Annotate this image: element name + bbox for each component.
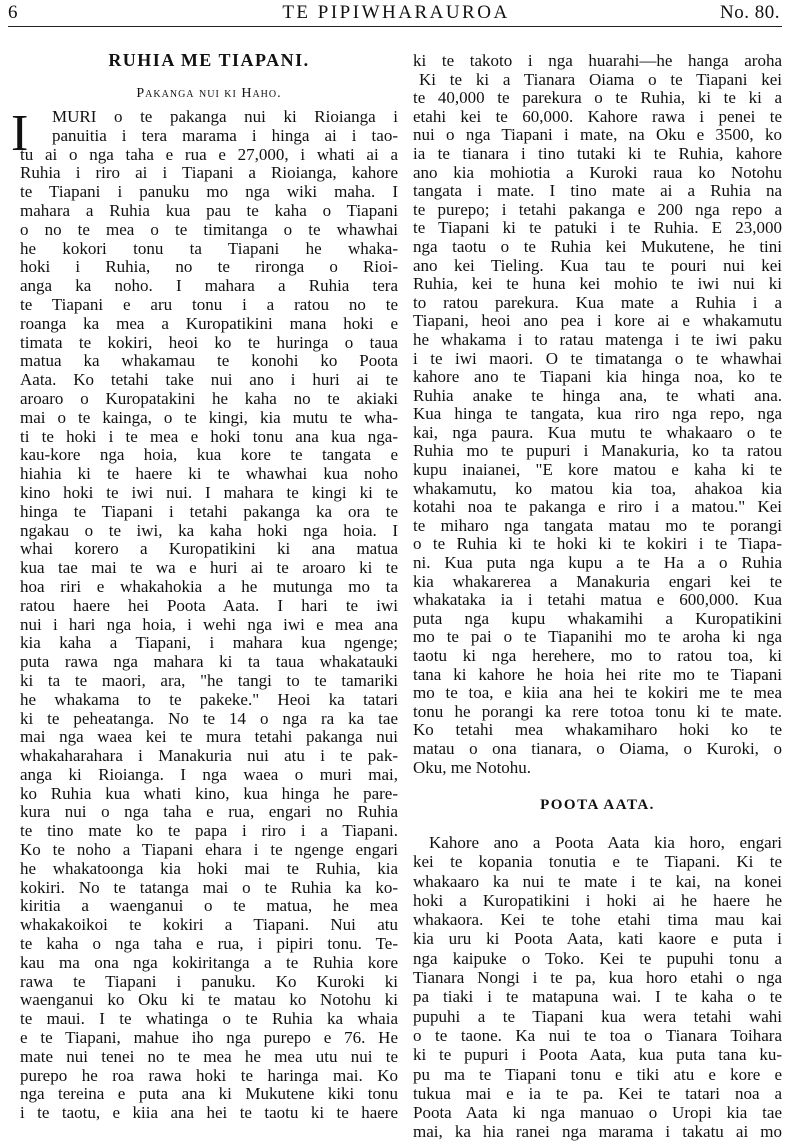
text-line: e te Tiapani, mahue iho nga purepo e 76. He bbox=[20, 1028, 398, 1048]
text-line: mai nga waea kei te mura tetahi pakanga nui bbox=[20, 727, 398, 747]
text-line: kura nui o nga taha e rua, engari no Ruhia bbox=[20, 802, 398, 822]
text-line: Poota Aata ki nga manuao o Uropi kia tae bbox=[413, 1103, 782, 1123]
text-line: ratou haere hei Poota Aata. I hari te iwi bbox=[20, 595, 398, 615]
text-line: taotu ki nga herehere, mo to ratou toa, ki bbox=[413, 646, 782, 665]
text-line: MURI o te pakanga nui ki Rioianga i bbox=[52, 107, 398, 126]
text-line: ti te hoki i te mea e hoki tonu ana kua nga- bbox=[20, 426, 398, 446]
text-line: Ruhia anake te hinga ana, te whati ana. bbox=[413, 385, 782, 405]
text-line: matua ka whakamau te konohi ko Poota bbox=[20, 351, 398, 371]
text-line: kahore ano te Tiapani kia hinga noa, ko te bbox=[413, 367, 782, 387]
text-line: pu ma te Tiapani tonu e tiki atu e kore e bbox=[413, 1064, 782, 1084]
text-line: tana ki kahore he hoia hei rite mo te Tiapani bbox=[413, 664, 782, 684]
text-line: te purepo; i tetahi pakanga e 200 nga repo a bbox=[413, 199, 782, 219]
text-line: nga kaipuke o Toko. Kei te pupuhi tonu a bbox=[413, 948, 782, 968]
article-heading-poota-aata: POOTA AATA. bbox=[540, 797, 655, 813]
text-line: kia uru ki Poota Aata, kati kaore e puta i bbox=[413, 929, 782, 949]
text-line: hoa riri e whakahokia a he mutunga mo ta bbox=[20, 576, 398, 596]
text-line: Ko tetahi mea whakamiharo hoki ko te bbox=[413, 720, 782, 740]
text-line: tonu he porangi ka rere totoa tonu ki te mate. bbox=[413, 701, 782, 721]
text-line: o te Ruhia ki te hoki ki te kokiri i te Tiapa- bbox=[413, 534, 782, 554]
text-line: o te taone. Ka nui te toa o Tianara Toihara bbox=[413, 1025, 782, 1045]
text-line: whakaharahara i Manakuria nui atu i te pak- bbox=[20, 746, 398, 766]
text-line: etahi kei te 60,000. Kahore rawa i penei te bbox=[413, 106, 782, 126]
text-line: he whakatoonga kia hoki mai te Ruhia, kia bbox=[20, 858, 398, 878]
text-line: kino hoki te iwi nui. I mahara te kingi ki te bbox=[20, 482, 398, 502]
text-line: nui i hari nga hoia, i wehi nga iwi e mea ana bbox=[20, 614, 398, 634]
text-line: Oku, me Notohu. bbox=[413, 757, 532, 777]
text-line: anga ka noho. I mahara a Ruhia tera bbox=[20, 276, 398, 296]
text-line: roanga ka mea a Kuropatikini mana hoki e bbox=[20, 313, 398, 333]
text-line: Kua hinga te tangata, kua riro nga repo, nga bbox=[413, 404, 782, 424]
text-line: whai korero a Kuropatikini ki ana matua bbox=[20, 539, 398, 559]
text-line: kotahi noa te pakanga e riro i a matou." Kei bbox=[413, 497, 782, 517]
text-line: i te iwi maori. O te timatanga o te whawhai bbox=[413, 348, 782, 368]
text-line: ki te pupuri i Poota Aata, kua puta tana ku- bbox=[413, 1045, 782, 1065]
text-line: Ko te noho a Tiapani ehara i te ngenge engari bbox=[20, 840, 398, 860]
text-line: nui o nga Tiapani i mate, na Oku e 3500, ko bbox=[413, 125, 782, 145]
text-line: puta nga kupu whakamihi a Kuropatikini bbox=[413, 608, 782, 628]
text-line: whakakoikoi te kokiri a Tiapani. Nui atu bbox=[20, 915, 398, 935]
text-line: ano kia mohiotia a Kuroki raua ko Notohu bbox=[413, 162, 782, 182]
text-line: mate nui tenei no te mea he mea utu nui te bbox=[20, 1046, 398, 1066]
text-line: kupu inaianei, "E kore matou e kaha ki te bbox=[413, 460, 782, 480]
text-line: Ruhia i riro ai i Tiapani a Rioianga, kahore bbox=[20, 163, 398, 183]
text-line: te tino mate ko te papa i riro i a Tiapani. bbox=[20, 821, 398, 841]
text-line: kai, nga paura. Kua mutu te whakaaro o te bbox=[413, 422, 782, 442]
text-line: pa tiaki i te matapuna wai. I te kaha o te bbox=[413, 987, 782, 1007]
article-heading: RUHIA ME TIAPANI. bbox=[108, 50, 310, 70]
text-line: waenganui ko Oku ki te matau ko Notohu ki bbox=[20, 990, 398, 1010]
text-line: kia whakarerea a Manakuria engari kei te bbox=[413, 571, 782, 591]
text-line: te kaha o nga taha e rua, i pipiri tonu. Te- bbox=[20, 934, 398, 954]
text-line: whakaaro ka nui te mate i te kai, na konei bbox=[413, 871, 782, 891]
text-line: to ratou parekura. Kua mate a Ruhia i a bbox=[413, 292, 782, 312]
text-line: hinga te Tiapani i tetahi pakanga ka ora te bbox=[20, 501, 398, 521]
text-line: whakaora. Kei te tohe etahi tima mau kai bbox=[413, 910, 782, 930]
text-line: kua tae mai te wa e huri ai te aroaro ki te bbox=[20, 558, 398, 578]
drop-cap: I bbox=[11, 105, 29, 162]
text-line: Aata. Ko tetahi take nui ano i huri ai te bbox=[20, 370, 398, 390]
text-line: te maui. I te whatinga o te Ruhia ka whaia bbox=[20, 1009, 398, 1029]
text-line: Tiapani, heoi ano pea i kore ai e whakamutu bbox=[413, 311, 782, 331]
text-line: ki te takoto i nga huarahi—he hanga aroha bbox=[413, 51, 782, 70]
text-line: o no te mea o te timitanga o te whawhai bbox=[20, 219, 398, 239]
text-line: hoki i Ruhia, no te rironga o Rioi- bbox=[20, 257, 398, 277]
text-line: puta rawa nga mahara ki ta taua whakatauki bbox=[20, 652, 398, 672]
text-line: te 40,000 te parekura o te Ruhia, ki te ki a bbox=[413, 88, 782, 108]
text-line: kau-kore nga hoia, kua kore te tangata e bbox=[20, 445, 398, 465]
text-line: mai o te kainga, o te kingi, kia mutu te wha- bbox=[20, 407, 398, 427]
text-line: ki te peheatanga. No te 14 o nga ra ka tae bbox=[20, 708, 398, 728]
text-line: ano kei Tieling. Kua tau te pouri nui kei bbox=[413, 255, 782, 275]
text-line: Ki te ki a Tianara Oiama o te Tiapani kei bbox=[419, 69, 782, 89]
article-subheading: Pakanga nui ki Haho. bbox=[136, 86, 282, 101]
text-line: ni. Kua puta nga kupu a te Ha a o Ruhia bbox=[413, 553, 782, 573]
text-line: mai, ka hia ranei nga marama i takatu ai mo bbox=[413, 1122, 782, 1142]
text-line: kau ma ona nga kokiritanga a te Ruhia kore bbox=[20, 952, 398, 972]
article-poota-aata-text bbox=[413, 833, 782, 1142]
text-line: kei te kopania tonutia e te Tiapani. Ki te bbox=[413, 852, 782, 872]
text-line: he whakama to te pakeke." Heoi ka tatari bbox=[20, 689, 398, 709]
text-line: kiritia a waenganui o te matua, he mea bbox=[20, 896, 398, 916]
column-right-text bbox=[413, 52, 782, 777]
text-line: ia te tianara i tino tutaki ki te Ruhia, kahore bbox=[413, 143, 782, 163]
page-number: 6 bbox=[8, 2, 19, 23]
text-line: tu ai o nga taha e rua e 27,000, i whati ai a bbox=[20, 144, 398, 164]
text-line: purepo he roa rawa hoki te haringa mai. Ko bbox=[20, 1065, 398, 1085]
header-rule bbox=[8, 26, 782, 27]
text-line: ngakau o te iwi, ka kaha hoki nga hoia. I bbox=[20, 520, 398, 540]
issue-number: No. 80. bbox=[720, 2, 780, 23]
text-line: mo te toa, e kiia ana hei te kokiri me te mea bbox=[413, 683, 782, 703]
text-line: hoki a Kuropatikini i hoki ai he haere he bbox=[413, 890, 782, 910]
text-line: tukua mai e ia te pa. Kei te tatari noa a bbox=[413, 1083, 782, 1103]
text-line: Kahore ano a Poota Aata kia horo, engari bbox=[429, 833, 782, 852]
text-line: nga taotu o te Ruhia kei Mukutene, he tini bbox=[413, 236, 782, 256]
text-line: aroaro o Kuropatakini he kaha no te akiaki bbox=[20, 388, 398, 408]
text-line: Ruhia mo te pupuri i Manakuria, ko ta ratou bbox=[413, 441, 782, 461]
column-left-text bbox=[20, 108, 398, 1123]
text-line: te miharo nga tangata matau mo te porangi bbox=[413, 515, 782, 535]
text-line: te Tiapani i panuku mo nga wiki maha. I bbox=[20, 182, 398, 202]
text-line: te Tiapani e aru tonu i a ratou no te bbox=[20, 294, 398, 314]
text-line: timata te kokiri, heoi ko te huringa o taua bbox=[20, 332, 398, 352]
text-line: hiahia ki te haere ki te whawhai kua noho bbox=[20, 464, 398, 484]
text-line: he whakama i to ratau matenga i te iwi paku bbox=[413, 329, 782, 349]
text-line: pupuhi a te Tiapani kua wera tetahi wahi bbox=[413, 1006, 782, 1026]
text-line: ko Ruhia kua whati kino, kua hinga he pare- bbox=[20, 783, 398, 803]
text-line: mahara a Ruhia kua pau te kaha o Tiapani bbox=[20, 200, 398, 220]
text-line: i te taotu, e kiia ana hei te taotu ki te haere bbox=[20, 1103, 398, 1123]
text-line: tangata i mate. I tino mate ai a Ruhia na bbox=[413, 181, 782, 201]
text-line: matau o ona tianara, o Oiama, o Kuroki, o bbox=[413, 738, 782, 758]
text-line: ki ta te maori, ara, "he tangi to te tamariki bbox=[20, 670, 398, 690]
text-line: whakamutu, ko matou kia toa, ahakoa kia bbox=[413, 478, 782, 498]
text-line: anga ki Rioianga. I nga waea o muri mai, bbox=[20, 764, 398, 784]
text-line: nga tereina e puta ana ki Mukutene kiki tonu bbox=[20, 1084, 398, 1104]
text-line: Tianara Nongi i te pa, kua horo etahi o nga bbox=[413, 968, 782, 988]
text-line: whakataka ia i tetahi matua e 600,000. Kua bbox=[413, 590, 782, 610]
text-line: mo te pai o te Tiapanihi mo te aroha ki nga bbox=[413, 627, 782, 647]
text-line: he kokori tonu ta Tiapani he whaka- bbox=[20, 238, 398, 258]
text-line: rawa te Tiapani i panuku. Ko Kuroki ki bbox=[20, 971, 398, 991]
text-line: panuitia i tera marama i hinga ai i tao- bbox=[52, 125, 398, 145]
newspaper-title: TE PIPIWHARAUROA bbox=[282, 2, 510, 23]
text-line: kia kaha a Tiapani, i mahara kua ngenge; bbox=[20, 633, 398, 653]
text-line: Ruhia, kei te huna kei mohio te iwi nui ki bbox=[413, 274, 782, 294]
text-line: te Tiapani ki te patuki i te Ruhia. E 23,000 bbox=[413, 218, 782, 238]
text-line: kokiri. No te tatanga mai o te Ruhia ka ko- bbox=[20, 877, 398, 897]
